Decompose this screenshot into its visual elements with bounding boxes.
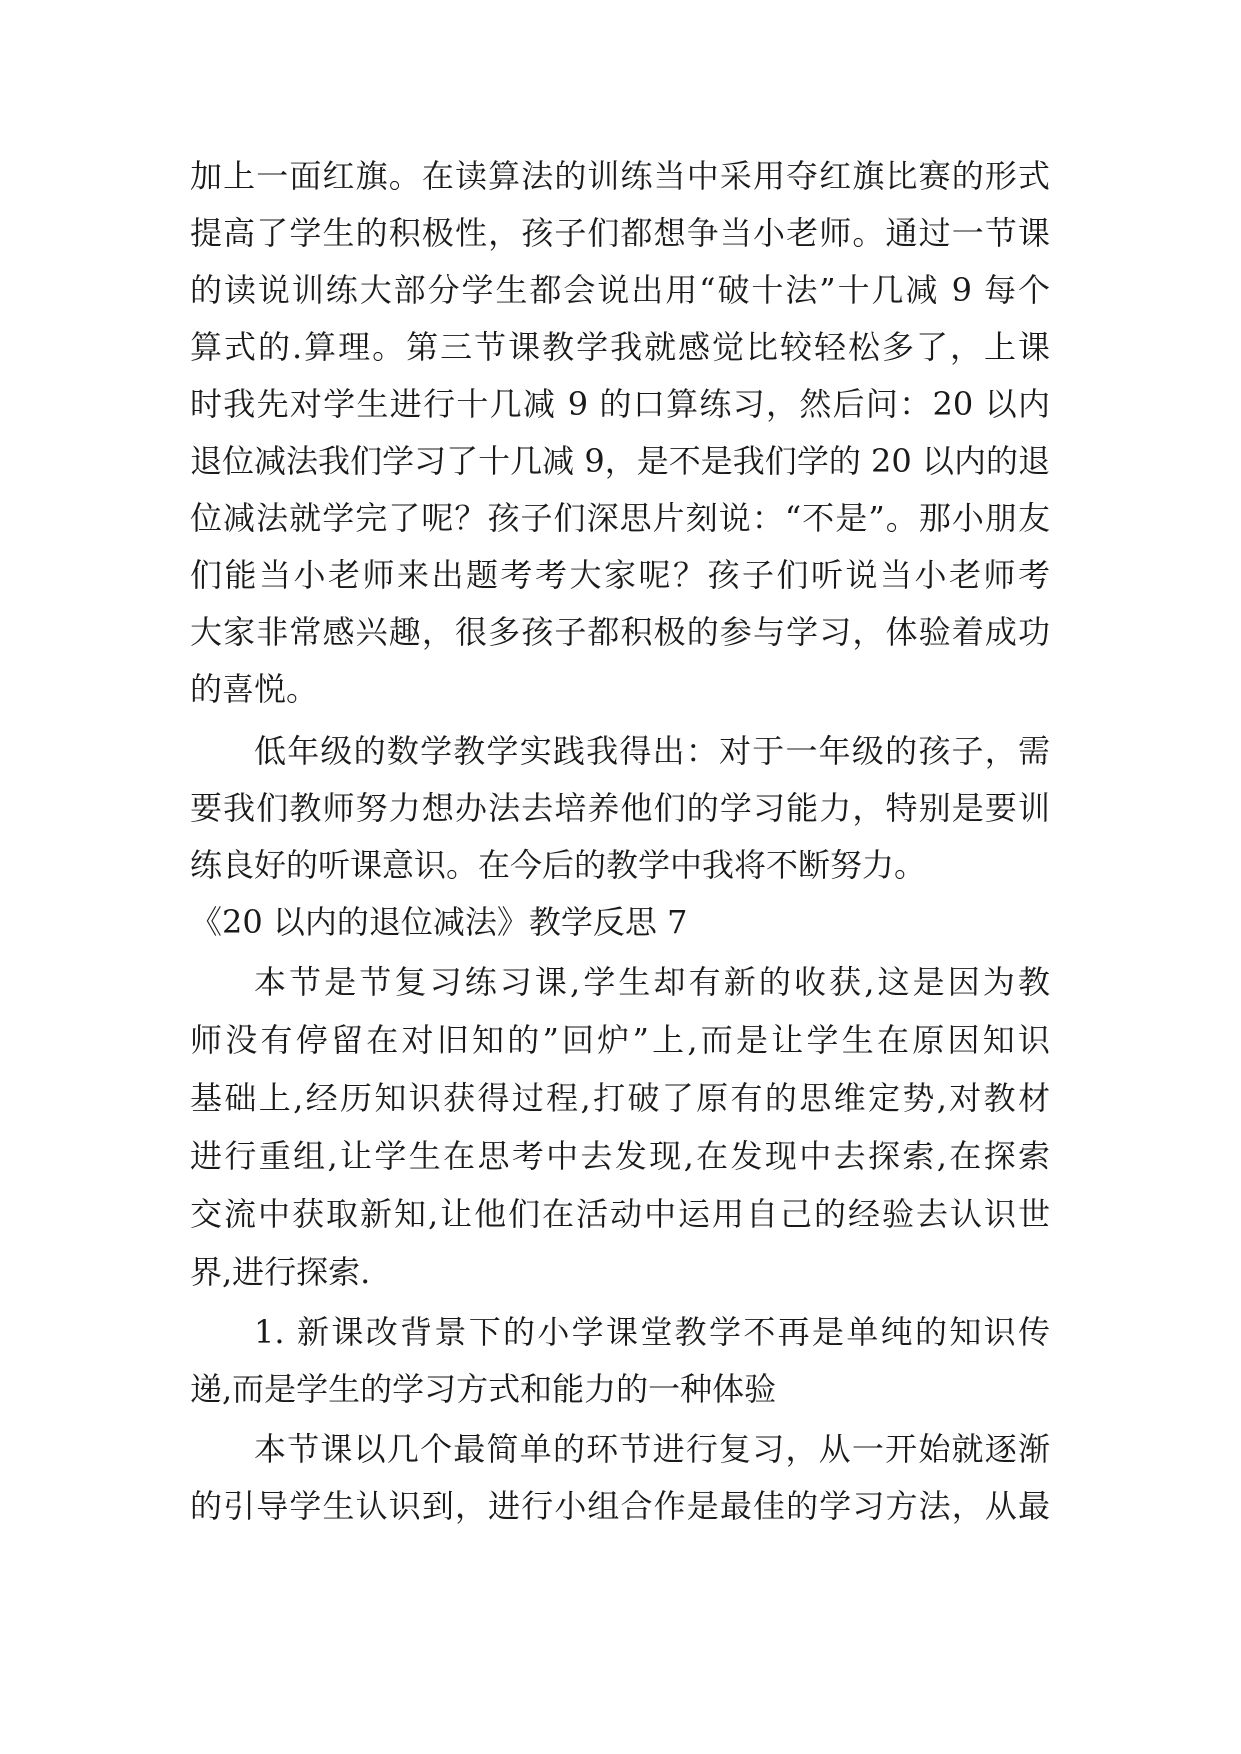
text-line: 算式的.算理。第三节课教学我就感觉比较轻松多了，上课 [190,328,1050,366]
text-line: 时我先对学生进行十几减 9 的口算练习，然后问：20 以内 [190,385,1050,423]
text-line: 的读说训练大部分学生都会说出用“破十法”十几减 9 每个 [190,271,1050,309]
text-line: 界,进行探索. [190,1253,371,1291]
paragraph-first-line: 本节课以几个最简单的环节进行复习，从一开始就逐渐 [254,1430,1050,1468]
text-line: 们能当小老师来出题考考大家呢？孩子们听说当小老师考 [190,556,1050,594]
paragraph-first-line: 低年级的数学教学实践我得出：对于一年级的孩子，需 [254,732,1050,770]
text-line: 练良好的听课意识。在今后的教学中我将不断努力。 [190,846,927,884]
text-line: 位减法就学完了呢？孩子们深思片刻说：“不是”。那小朋友 [190,499,1050,537]
text-line: 退位减法我们学习了十几减 9，是不是我们学的 20 以内的退 [190,442,1050,480]
numbered-item-first-line: 1. 新课改背景下的小学课堂教学不再是单纯的知识传 [254,1313,1050,1351]
text-line: 提高了学生的积极性，孩子们都想争当小老师。通过一节课 [190,214,1050,252]
text-line: 基础上,经历知识获得过程,打破了原有的思维定势,对教材 [190,1079,1050,1117]
text-line: 大家非常感兴趣，很多孩子都积极的参与学习，体验着成功 [190,613,1050,651]
text-line: 要我们教师努力想办法去培养他们的学习能力，特别是要训 [190,789,1050,827]
paragraph-first-line: 本节是节复习练习课,学生却有新的收获,这是因为教 [254,963,1050,1001]
text-line: 加上一面红旗。在读算法的训练当中采用夺红旗比赛的形式 [190,157,1050,195]
section-heading: 《20 以内的退位减法》教学反思 7 [190,903,688,941]
text-line: 的引导学生认识到，进行小组合作是最佳的学习方法，从最 [190,1487,1050,1525]
text-line: 进行重组,让学生在思考中去发现,在发现中去探索,在探索 [190,1137,1050,1175]
text-line: 师没有停留在对旧知的”回炉”上,而是让学生在原因知识 [190,1021,1050,1059]
text-line: 递,而是学生的学习方式和能力的一种体验 [190,1370,777,1408]
text-line: 的喜悦。 [190,670,319,708]
text-line: 交流中获取新知,让他们在活动中运用自己的经验去认识世 [190,1195,1050,1233]
